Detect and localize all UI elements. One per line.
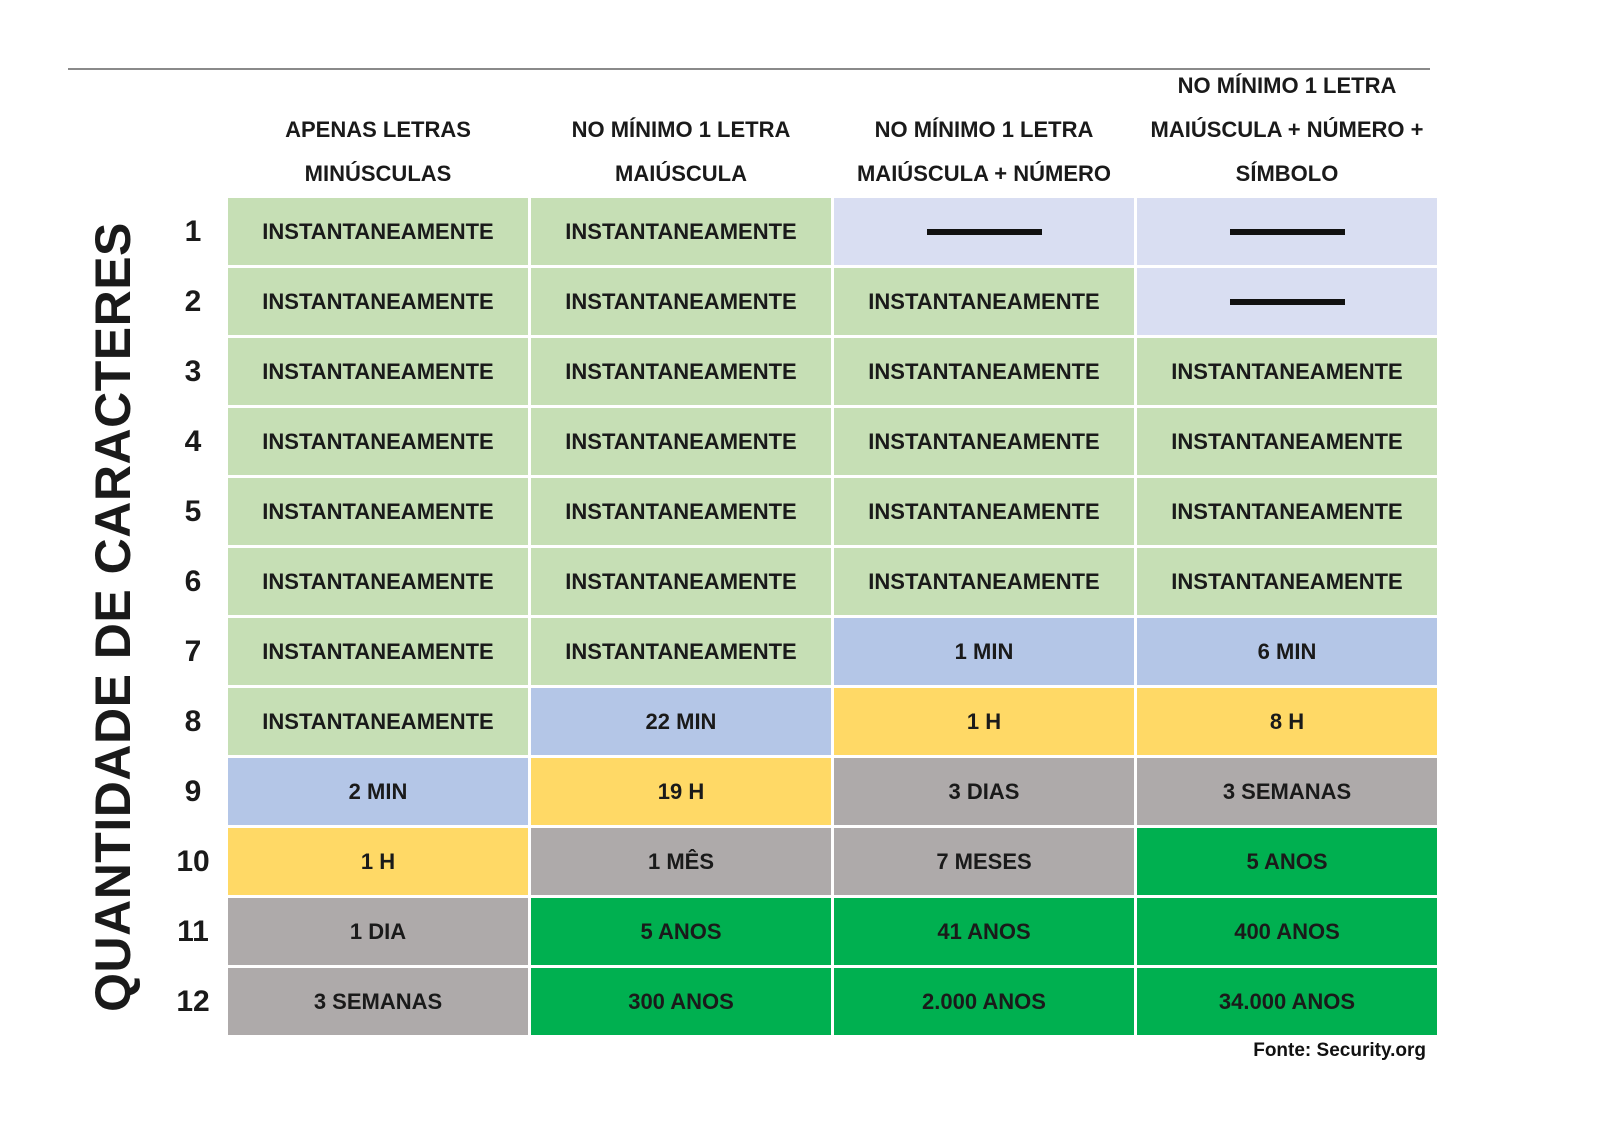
cell-value: 41 ANOS: [937, 918, 1031, 944]
table-cell: [531, 968, 831, 1035]
cell-value: 2 MIN: [348, 778, 408, 804]
table-cell: [531, 548, 831, 615]
cell-value: INSTANTANEAMENTE: [262, 218, 494, 244]
cell-value: INSTANTANEAMENTE: [868, 288, 1100, 314]
table-cell: [1137, 548, 1437, 615]
cell-value: INSTANTANEAMENTE: [262, 358, 494, 384]
row-label: 12: [176, 984, 210, 1018]
table-cell: [834, 758, 1134, 825]
cell-value: 1 DIA: [349, 918, 407, 944]
column-header: NO MÍNIMO 1 LETRA MAIÚSCULA + NÚMERO + SÍMBOLO: [1150, 73, 1424, 186]
cell-value: INSTANTANEAMENTE: [1171, 568, 1403, 594]
table-cell: [1137, 198, 1437, 265]
cell-value: INSTANTANEAMENTE: [565, 638, 797, 664]
cell-value: 1 MIN: [954, 638, 1014, 664]
cell-value: 22 MIN: [645, 708, 717, 734]
table-cell: [1137, 898, 1437, 965]
table-cell: [1137, 828, 1437, 895]
table-cell: [834, 828, 1134, 895]
table-cell: [228, 408, 528, 475]
table-cell: [834, 268, 1134, 335]
table-cell: [834, 198, 1134, 265]
table-cell: [1137, 968, 1437, 1035]
table-cell: [228, 548, 528, 615]
table-cell: [1137, 338, 1437, 405]
cell-value: INSTANTANEAMENTE: [868, 358, 1100, 384]
table-cell: [1137, 408, 1437, 475]
row-label: 10: [176, 844, 210, 878]
cell-value: 3 SEMANAS: [313, 988, 443, 1014]
row-label: 3: [184, 354, 202, 388]
cell-value: 3 SEMANAS: [1222, 778, 1352, 804]
cell-value: INSTANTANEAMENTE: [565, 288, 797, 314]
cell-value: INSTANTANEAMENTE: [565, 568, 797, 594]
table-cell: [531, 688, 831, 755]
source-note: Fonte: Security.org: [1253, 1040, 1426, 1061]
cell-value: INSTANTANEAMENTE: [1171, 498, 1403, 524]
cell-value: INSTANTANEAMENTE: [868, 568, 1100, 594]
table-cell: [1137, 618, 1437, 685]
cell-value: INSTANTANEAMENTE: [262, 708, 494, 734]
table-cell: [228, 828, 528, 895]
table-cell: [228, 268, 528, 335]
table-cell: [531, 828, 831, 895]
row-label: 6: [184, 564, 202, 598]
table-cell: [228, 968, 528, 1035]
table-cell: [531, 478, 831, 545]
table-cell: [834, 408, 1134, 475]
cell-value: INSTANTANEAMENTE: [262, 288, 494, 314]
row-label: 9: [184, 774, 202, 808]
table-cell: [834, 898, 1134, 965]
cell-value: 1 H: [360, 848, 396, 874]
cell-value: 6 MIN: [1257, 638, 1317, 664]
table-cell: [531, 198, 831, 265]
cell-value: INSTANTANEAMENTE: [262, 638, 494, 664]
cell-value: INSTANTANEAMENTE: [1171, 428, 1403, 454]
table-cell: [228, 898, 528, 965]
not-applicable-dash: [927, 229, 1042, 235]
table-cell: [1137, 758, 1437, 825]
cell-value: 34.000 ANOS: [1218, 988, 1356, 1014]
table-cell: [1137, 688, 1437, 755]
cell-value: INSTANTANEAMENTE: [565, 358, 797, 384]
not-applicable-dash: [1230, 299, 1345, 305]
table-cell: [834, 968, 1134, 1035]
row-label: 1: [184, 214, 202, 248]
cell-value: 1 MÊS: [647, 848, 715, 874]
cell-value: 5 ANOS: [1246, 848, 1328, 874]
table-cell: [1137, 268, 1437, 335]
cell-value: INSTANTANEAMENTE: [565, 428, 797, 454]
cell-value: 2.000 ANOS: [922, 988, 1046, 1014]
cell-value: 300 ANOS: [628, 988, 734, 1014]
row-label: 2: [184, 284, 202, 318]
cell-value: 7 MESES: [936, 848, 1032, 874]
column-header: NO MÍNIMO 1 LETRA MAIÚSCULA: [571, 117, 791, 186]
table-cell: [531, 618, 831, 685]
table-cell: [228, 618, 528, 685]
row-label: 7: [184, 634, 202, 668]
cell-value: INSTANTANEAMENTE: [262, 428, 494, 454]
table-cell: [531, 338, 831, 405]
cell-value: 3 DIAS: [948, 778, 1020, 804]
cell-value: INSTANTANEAMENTE: [565, 498, 797, 524]
cell-value: 5 ANOS: [640, 918, 722, 944]
table-cell: [834, 618, 1134, 685]
table-cell: [531, 898, 831, 965]
table-cell: [228, 758, 528, 825]
column-header: NO MÍNIMO 1 LETRA MAIÚSCULA + NÚMERO: [856, 117, 1112, 186]
y-axis-label: QUANTIDADE DE CARACTERES: [85, 222, 141, 1012]
not-applicable-dash: [1230, 229, 1345, 235]
cell-value: INSTANTANEAMENTE: [868, 498, 1100, 524]
row-label: 11: [177, 914, 209, 948]
row-label: 4: [184, 424, 202, 458]
cell-value: 19 H: [657, 778, 705, 804]
table-cell: [834, 548, 1134, 615]
row-label: 8: [184, 704, 202, 738]
table-cell: [531, 408, 831, 475]
table-cell: [531, 268, 831, 335]
cell-value: INSTANTANEAMENTE: [262, 568, 494, 594]
cell-value: INSTANTANEAMENTE: [262, 498, 494, 524]
table-cell: [1137, 478, 1437, 545]
column-header: APENAS LETRAS MINÚSCULAS: [285, 117, 471, 186]
table-cell: [228, 338, 528, 405]
cell-value: 8 H: [1269, 708, 1305, 734]
table-cell: [834, 338, 1134, 405]
table-cell: [531, 758, 831, 825]
cell-value: 400 ANOS: [1234, 918, 1340, 944]
row-label: 5: [184, 494, 202, 528]
table-cell: [228, 478, 528, 545]
table-cell: [834, 688, 1134, 755]
cell-value: INSTANTANEAMENTE: [868, 428, 1100, 454]
cell-value: 1 H: [966, 708, 1002, 734]
cell-value: INSTANTANEAMENTE: [565, 218, 797, 244]
table-cell: [228, 688, 528, 755]
table-cell: [834, 478, 1134, 545]
table-cell: [228, 198, 528, 265]
cell-value: INSTANTANEAMENTE: [1171, 358, 1403, 384]
